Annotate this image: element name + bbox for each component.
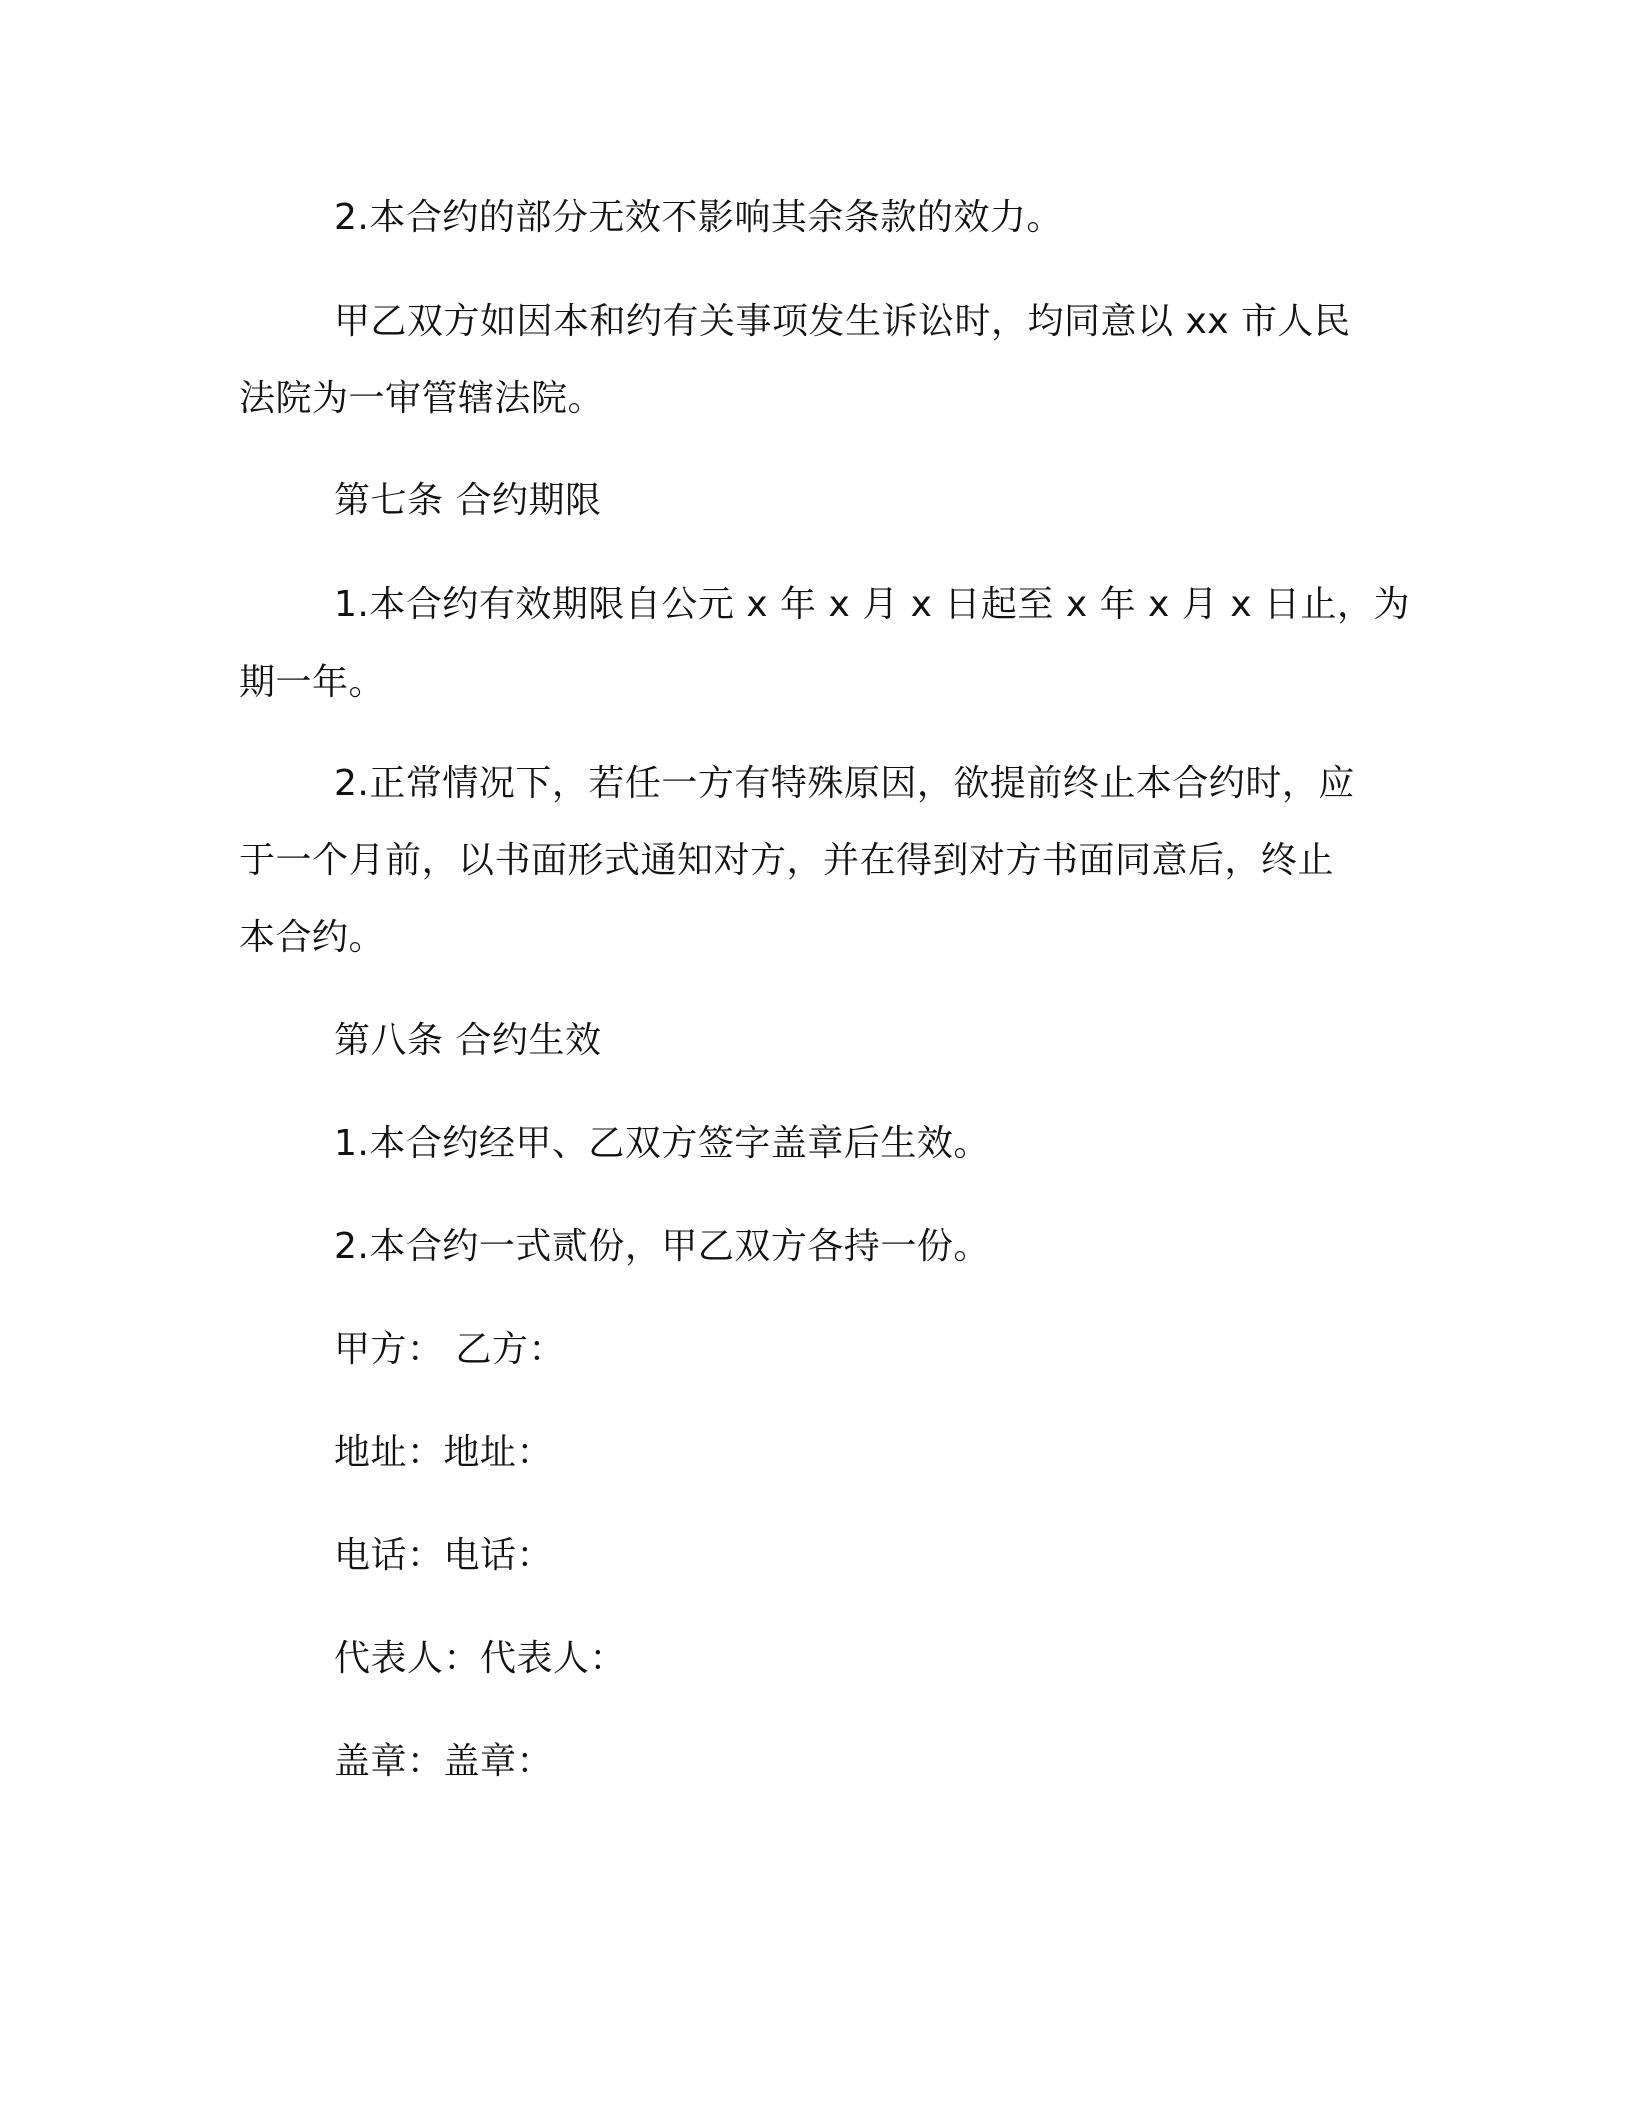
seal-label-line: 盖章：盖章：: [334, 1741, 554, 1782]
article-8-item-2: 2.本合约一式贰份，甲乙双方各持一份。: [334, 1226, 990, 1267]
article-8-item-1: 1.本合约经甲、乙双方签字盖章后生效。: [334, 1123, 990, 1164]
article-8-heading: 第八条 合约生效: [334, 1020, 602, 1061]
article-7-item-2-line-1: 2.正常情况下，若任一方有特殊原因，欲提前终止本合约时，应: [334, 763, 1355, 804]
article-7-heading: 第七条 合约期限: [334, 480, 602, 521]
clause-6-item-2: 2.本合约的部分无效不影响其余条款的效力。: [334, 197, 1063, 238]
party-label-line: 甲方： 乙方：: [334, 1329, 565, 1370]
article-7-item-1-line-2: 期一年。: [239, 662, 386, 703]
jurisdiction-paragraph-line-2: 法院为一审管辖法院。: [239, 378, 605, 419]
address-label-line: 地址：地址：: [334, 1432, 554, 1473]
representative-label-line: 代表人：代表人：: [334, 1638, 627, 1679]
phone-label-line: 电话：电话：: [334, 1535, 554, 1576]
article-7-item-2-line-3: 本合约。: [239, 917, 386, 958]
jurisdiction-paragraph-line-1: 甲乙双方如因本和约有关事项发生诉讼时，均同意以 xx 市人民: [334, 301, 1351, 342]
article-7-item-1-line-1: 1.本合约有效期限自公元 x 年 x 月 x 日起至 x 年 x 月 x 日止，为: [334, 584, 1410, 625]
article-7-item-2-line-2: 于一个月前，以书面形式通知对方，并在得到对方书面同意后，终止: [239, 840, 1335, 881]
